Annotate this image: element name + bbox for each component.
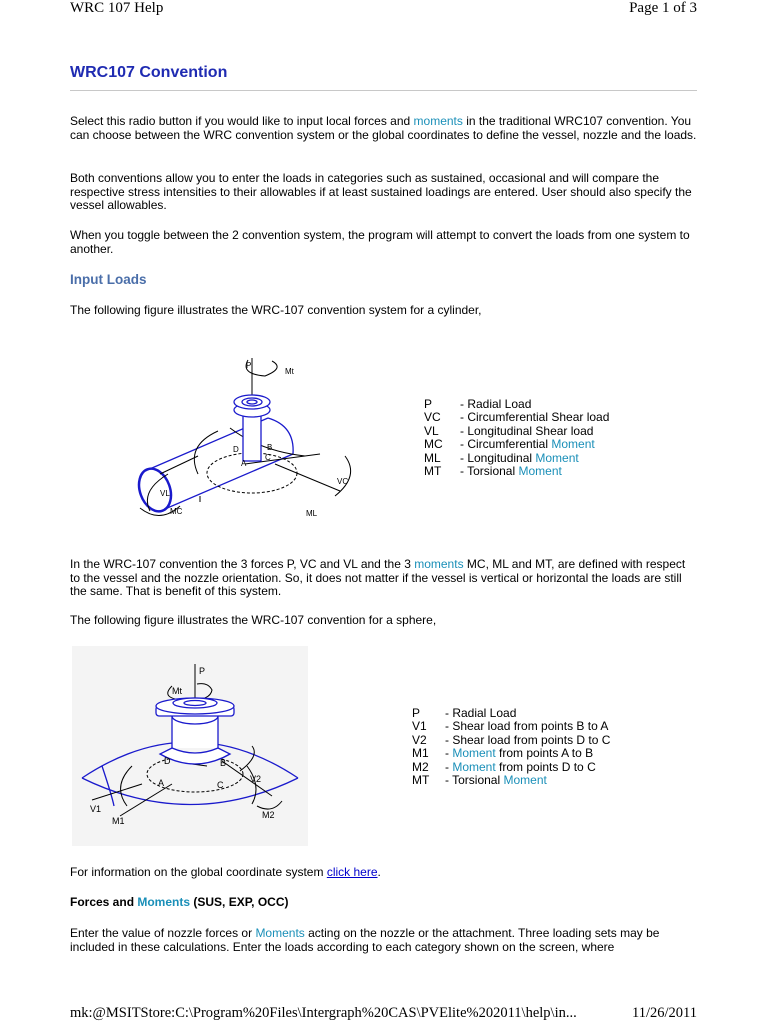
moment-link[interactable]: Moment <box>452 759 496 774</box>
cyl-label-d: D <box>233 445 239 454</box>
legend-row <box>412 747 610 760</box>
legend-key: MC <box>424 437 443 452</box>
enter-loads-paragraph <box>70 927 698 954</box>
legend-row <box>424 398 609 411</box>
legend-key: V2 <box>412 732 427 747</box>
cyl-label-p: P <box>246 361 252 370</box>
legend-key: M2 <box>412 759 429 774</box>
legend-text: - Torsional <box>445 773 504 788</box>
moments-link[interactable]: Moments <box>255 926 305 940</box>
text: In the WRC-107 convention the 3 forces P, VC and VL and the 3 <box>70 557 415 571</box>
text: acting on the nozzle or the attachment. Three loading sets may be included in these calculations. Enter the loads according to each category shown on the screen, where <box>70 926 660 954</box>
title-divider <box>70 90 697 91</box>
text: Enter the value of nozzle forces or <box>70 926 256 940</box>
legend-row <box>412 761 610 774</box>
legend-key: P <box>412 706 421 720</box>
sphere-legend <box>412 707 610 787</box>
legend-key: ML <box>424 450 441 465</box>
legend-row <box>424 452 609 465</box>
click-here-link[interactable]: click here <box>326 865 378 879</box>
legend-key: MT <box>424 464 442 479</box>
legend-text: - Longitudinal <box>460 450 536 465</box>
cylinder-figure <box>80 346 370 526</box>
legend-text: - <box>445 759 453 774</box>
footer-path: mk:@MSITStore:C:\Program%20Files\Intergraph%20CAS\PVElite%202011\help\in... <box>70 1005 577 1021</box>
legend-key: MT <box>412 773 430 788</box>
cylinder-legend <box>424 398 609 478</box>
legend-row <box>412 720 610 733</box>
moment-link[interactable]: Moment <box>503 773 547 788</box>
sph-label-mt: Mt <box>172 686 182 696</box>
sph-label-c: C <box>217 780 224 790</box>
global-coordinates-paragraph <box>70 866 698 880</box>
moments-link[interactable]: Moments <box>137 895 191 909</box>
moment-link[interactable]: Moment <box>518 464 562 479</box>
sph-label-a: A <box>158 778 165 788</box>
legend-text: - Longitudinal Shear load <box>460 423 594 438</box>
toggle-paragraph: When you toggle between the 2 convention system, the program will attempt to convert the loads from one system to another. <box>70 228 690 256</box>
sphere-figure <box>72 646 308 846</box>
cyl-label-ml: ML <box>306 509 318 518</box>
legend-text: - Radial Load <box>445 706 517 720</box>
footer-date: 11/26/2011 <box>632 1005 697 1021</box>
legend-key: V1 <box>412 719 427 734</box>
legend-row <box>412 707 610 720</box>
forces-paragraph <box>70 558 698 599</box>
text: in the traditional WRC107 convention. You can choose between the WRC convention system or the global coordinates to define the vessel, nozzle and the loads. <box>70 114 697 142</box>
sph-label-b: B <box>220 758 227 768</box>
legend-text: - Torsional <box>460 464 519 479</box>
page-header <box>0 0 768 20</box>
section-heading-input-loads: Input Loads <box>70 272 147 287</box>
forces-moments-heading <box>70 896 698 910</box>
sph-label-p: P <box>199 666 206 676</box>
sph-label-v1: V1 <box>90 804 102 814</box>
legend-row <box>412 774 610 787</box>
legend-text: from points D to C <box>495 759 596 774</box>
legend-key: P <box>424 397 433 411</box>
cyl-label-b: B <box>267 443 273 452</box>
legend-key: VL <box>424 423 439 438</box>
legend-text: from points A to B <box>495 746 594 761</box>
text: MC, ML and MT, are defined with respect to the vessel and the nozzle orientation. So, it does not matter if the vessel is vertical or horizontal the loads are still the same. That is benefit of this system. <box>70 557 686 598</box>
legend-row <box>424 411 609 424</box>
page-number: Page 1 of 3 <box>629 0 697 16</box>
page-title: WRC107 Convention <box>70 64 228 81</box>
cyl-label-vl: VL <box>160 489 170 498</box>
legend-text: - Radial Load <box>460 397 532 411</box>
moment-link[interactable]: Moment <box>551 437 595 452</box>
cyl-label-c: C <box>265 453 271 462</box>
legend-row <box>424 425 609 438</box>
legend-text: - Circumferential Shear load <box>460 410 610 425</box>
cylinder-intro: The following figure illustrates the WRC-107 convention system for a cylinder, <box>70 303 482 317</box>
intro-paragraph <box>70 115 698 142</box>
sph-label-m1: M1 <box>112 816 125 826</box>
cyl-label-mt: Mt <box>285 367 294 376</box>
legend-row <box>412 734 610 747</box>
text: . <box>377 865 381 879</box>
cyl-label-vc: VC <box>337 477 349 486</box>
moments-link[interactable]: moments <box>414 557 464 571</box>
sphere-intro: The following figure illustrates the WRC-107 convention for a sphere, <box>70 613 437 627</box>
cyl-label-a: A <box>241 459 247 468</box>
cyl-label-mc: MC <box>170 507 183 516</box>
moments-link[interactable]: moments <box>413 114 463 128</box>
legend-text: - Circumferential <box>460 437 552 452</box>
sph-label-v2: V2 <box>250 774 262 784</box>
conventions-paragraph: Both conventions allow you to enter the loads in categories such as sustained, occasional and will compare the respective stress intensities to their allowables if at least sustained loadings are entered. User should also specify the vessel allowables. <box>70 171 692 212</box>
moment-link[interactable]: Moment <box>452 746 496 761</box>
header-title: WRC 107 Help <box>70 0 164 16</box>
legend-text: - Shear load from points B to A <box>445 719 609 734</box>
legend-key: VC <box>424 410 441 425</box>
legend-row <box>424 465 609 478</box>
legend-key: M1 <box>412 746 429 761</box>
legend-text: - Shear load from points D to C <box>445 732 611 747</box>
text: Select this radio button if you would like to input local forces and <box>70 114 414 128</box>
moment-link[interactable]: Moment <box>535 450 579 465</box>
sph-label-m2: M2 <box>262 810 275 820</box>
legend-text: - <box>445 746 453 761</box>
text: (SUS, EXP, OCC) <box>190 895 289 909</box>
sph-label-d: D <box>164 756 171 766</box>
text: For information on the global coordinate system <box>70 865 327 879</box>
legend-row <box>424 438 609 451</box>
text: Forces and <box>70 895 138 909</box>
